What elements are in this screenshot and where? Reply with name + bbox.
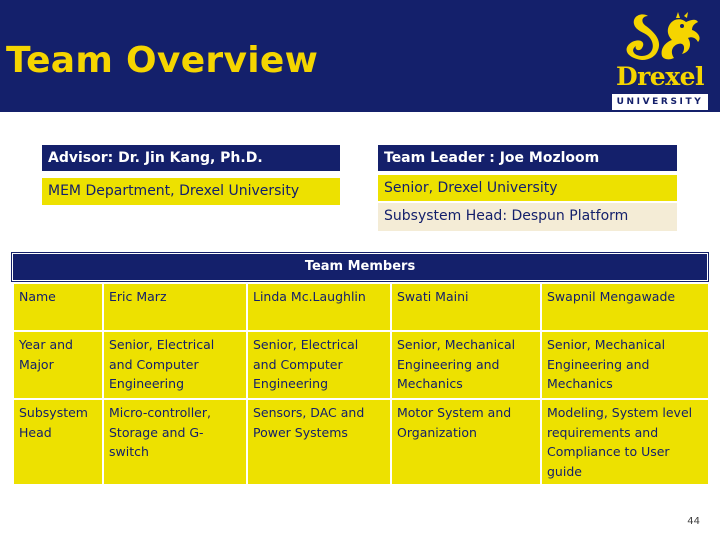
slide-title: Team Overview	[6, 40, 319, 81]
team-members-heading: Team Members	[12, 253, 708, 281]
table-cell: Sensors, DAC and Power Systems	[247, 399, 391, 485]
leader-role-box: Senior, Drexel University	[378, 175, 677, 201]
leader-subsystem-box: Subsystem Head: Despun Platform	[378, 203, 677, 231]
table-cell: Linda Mc.Laughlin	[247, 283, 391, 331]
leader-name-box: Team Leader : Joe Mozloom	[378, 145, 677, 171]
table-cell: Eric Marz	[103, 283, 247, 331]
team-members-table	[12, 282, 710, 486]
dragon-icon	[612, 12, 708, 64]
drexel-logo	[612, 12, 708, 110]
row-label-subsystem-head: Subsystem Head	[13, 399, 103, 485]
table-cell: Senior, Mechanical Engineering and Mechanics	[541, 331, 709, 399]
table-row	[13, 283, 709, 331]
row-label-name: Name	[13, 283, 103, 331]
table-row	[13, 399, 709, 485]
table-cell: Swapnil Mengawade	[541, 283, 709, 331]
page-number: 44	[687, 516, 700, 527]
title-bar	[0, 0, 720, 112]
table-cell: Senior, Electrical and Computer Engineering	[103, 331, 247, 399]
row-label-year-major: Year and Major	[13, 331, 103, 399]
logo-wordmark: Drexel	[615, 62, 705, 91]
table-cell: Senior, Mechanical Engineering and Mechanics	[391, 331, 541, 399]
logo-university-band: UNIVERSITY	[612, 94, 708, 110]
table-row	[13, 331, 709, 399]
table-cell: Micro-controller, Storage and G-switch	[103, 399, 247, 485]
table-cell: Senior, Electrical and Computer Engineering	[247, 331, 391, 399]
table-cell: Motor System and Organization	[391, 399, 541, 485]
table-cell: Swati Maini	[391, 283, 541, 331]
advisor-dept-box: MEM Department, Drexel University	[42, 178, 340, 205]
table-cell: Modeling, System level requirements and Compliance to User guide	[541, 399, 709, 485]
advisor-name-box: Advisor: Dr. Jin Kang, Ph.D.	[42, 145, 340, 171]
